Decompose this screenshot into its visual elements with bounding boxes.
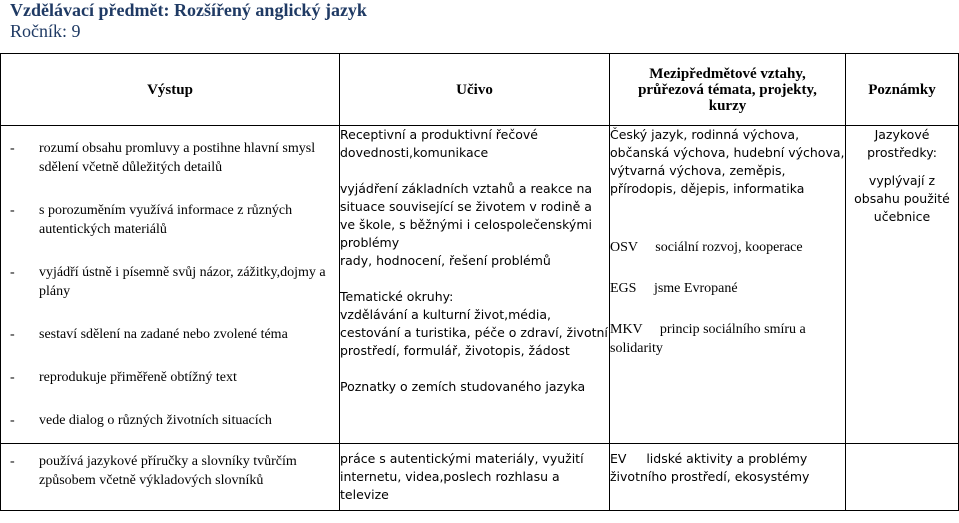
mezi-paragraph: EGS jsme Evropané [610,281,738,296]
mezipredmetove-cell [610,126,846,444]
table-header-row [1,54,959,126]
column-header-ucivo: Učivo [340,54,610,126]
outputs-cell [1,126,340,444]
header-line: průřezová témata, projekty, [638,81,817,98]
output-text: vyjádří ústně i písemně svůj názor, zážitky,dojmy a plány [39,265,326,299]
ucivo-paragraph: práce s autentickými materiály, využití internetu, videa,poslech rozhlasu a televize [340,451,584,502]
table-row [1,126,959,444]
poznamky-paragraph: Jazykové prostředky: [867,127,937,160]
ucivo-paragraph: Tematické okruhy: [340,289,454,304]
output-text: vede dialog o různých životních situacích [39,413,272,428]
dash-bullet: - [10,141,15,156]
mezipredmetove-cell [610,444,846,511]
dash-bullet: - [10,203,15,218]
dash-bullet: - [10,413,15,428]
output-text: s porozuměním využívá informace z různých autentických materiálů [39,203,293,237]
ucivo-cell [340,444,610,511]
poznamky-cell [846,126,959,444]
table-row [1,444,959,511]
list-item [1,368,335,387]
column-header-vystup: Výstup [1,54,340,126]
document-heading [10,0,367,42]
output-text: používá jazykové příručky a slovníky tvůrčím způsobem včetně výkladových slovníků [39,454,297,488]
list-item [1,411,335,430]
list-item [1,263,335,301]
list-item [1,201,335,239]
header-line: Mezipředmětové vztahy, [649,65,806,82]
mezi-paragraph: Český jazyk, rodinná výchova, občanská výchova, hudební výchova, výtvarná výchova, zeměpis, přírodopis, dějepis, informatika [610,127,845,196]
column-header-mezipredmetove [610,54,846,126]
dash-bullet: - [10,454,15,469]
subject-title: Vzdělávací předmět: Rozšířený anglický jazyk [10,0,367,20]
ucivo-paragraph: vyjádření základních vztahů a reakce na situace související se životem v rodině a ve škole, s běžnými i celospolečenskými problémy [340,181,593,250]
curriculum-table [0,53,959,511]
output-text: sestaví sdělení na zadané nebo zvolené téma [39,327,288,342]
dash-bullet: - [10,327,15,342]
dash-bullet: - [10,370,15,385]
ucivo-cell [340,126,610,444]
mezi-paragraph: MKV princip sociálního smíru a solidarity [610,322,810,356]
ucivo-paragraph: Receptivní a produktivní řečové dovednosti,komunikace [340,127,538,160]
list-item [1,139,335,177]
outputs-cell [1,444,340,511]
ucivo-paragraph: Poznatky o zemích studovaného jazyka [340,379,586,394]
list-item [1,452,335,490]
dash-bullet: - [10,265,15,280]
output-text: reprodukuje přiměřeně obtížný text [39,370,237,385]
ucivo-paragraph: vzdělávání a kulturní život,média, cestování a turistika, péče o zdraví, životní prostředí, formulář, životopis, žádost [340,307,608,358]
poznamky-cell [846,444,959,511]
ucivo-paragraph: rady, hodnocení, řešení problémů [340,253,551,268]
header-line: kurzy [708,97,747,114]
mezi-paragraph: OSV sociální rozvoj, kooperace [610,240,803,255]
output-text: rozumí obsahu promluvy a postihne hlavní smysl sdělení včetně důležitých detailů [39,141,316,175]
poznamky-paragraph: vyplývají z obsahu použité učebnice [854,173,950,224]
list-item [1,325,335,344]
grade-label: Ročník: 9 [10,21,81,41]
column-header-poznamky: Poznámky [846,54,959,126]
outputs-list [1,126,339,430]
outputs-list [1,444,339,490]
mezi-paragraph: EV lidské aktivity a problémy životního prostředí, ekosystémy [610,451,812,484]
